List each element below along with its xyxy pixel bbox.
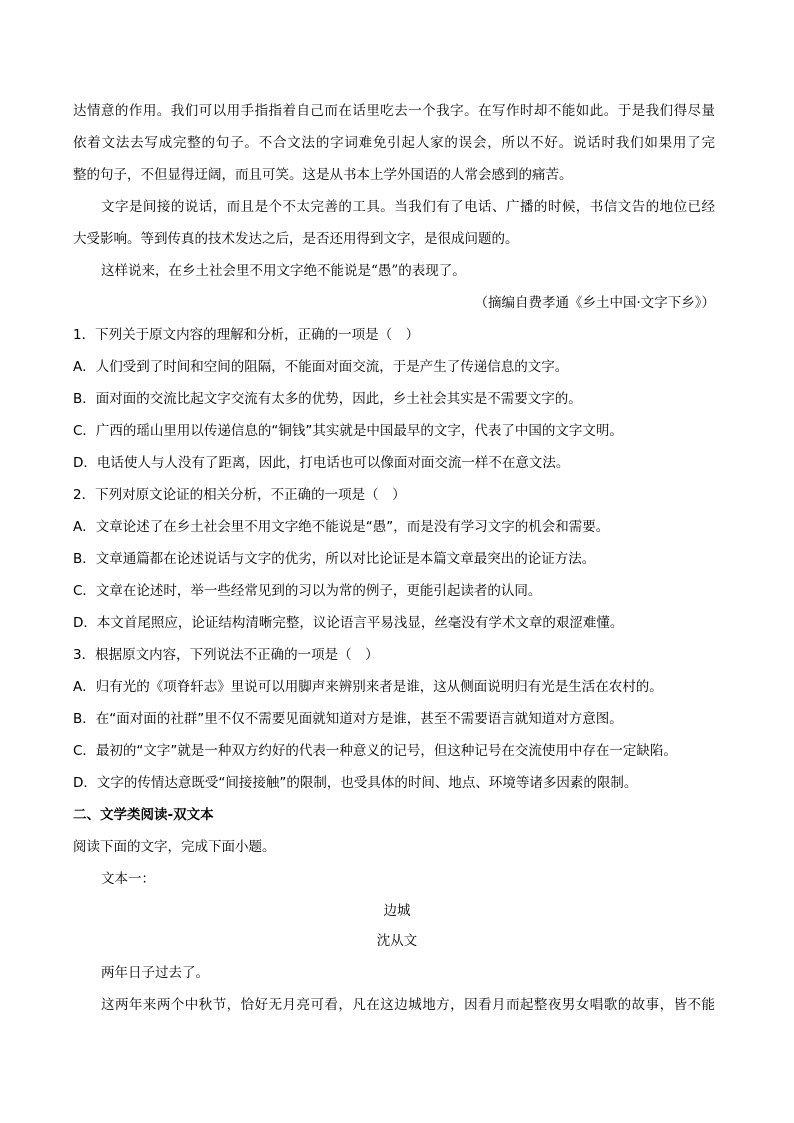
- section-instruction: 阅读下面的文字，完成下面小题。: [73, 839, 276, 855]
- question-stem: 3．根据原文内容，下列说法不正确的一项是（ ）: [73, 647, 379, 663]
- passage-line: 达情意的作用。我们可以用手指指着自己而在话里吃去一个我字。在写作时却不能如此。于是我们得尽量: [73, 103, 715, 119]
- passage-line: 依着文法去写成完整的句子。不合文法的字词难免引起人家的误会，所以不好。说话时我们如果用了完: [73, 135, 715, 151]
- question-option: C．最初的“文字”就是一种双方约好的代表一种意义的记号，但这种记号在交流使用中存在一定缺陷。: [73, 743, 677, 759]
- question-option: B．在“面对面的社群”里不仅不需要见面就知道对方是谁，甚至不需要语言就知道对方意图。: [73, 711, 623, 727]
- question-option: D．本文首尾照应，论证结构清晰完整，议论语言平易浅显，丝毫没有学术文章的艰涩难懂。: [73, 615, 624, 631]
- passage-line: 整的句子，不但显得迂阔，而且可笑。这是从书本上学外国语的人常会感到的痛苦。: [73, 167, 573, 183]
- story-title: 边城: [383, 903, 411, 919]
- story-line: 这两年来两个中秋节，恰好无月亮可看，凡在这边城地方，因看月而起整夜男女唱歌的故事，皆不能: [101, 997, 715, 1013]
- question-option: C．广西的瑶山里用以传递信息的“铜钱”其实就是中国最早的文字，代表了中国的文字文明。: [73, 423, 623, 439]
- passage-line: 这样说来，在乡土社会里不用文字绝不能说是“愚”的表现了。: [101, 263, 466, 279]
- question-stem: 1．下列关于原文内容的理解和分析，正确的一项是（ ）: [73, 327, 420, 343]
- question-stem: 2．下列对原文论证的相关分析，不正确的一项是（ ）: [73, 487, 406, 503]
- question-option: D．电话使人与人没有了距离，因此，打电话也可以像面对面交流一样不在意文法。: [73, 455, 570, 471]
- question-option: C．文章在论述时，举一些经常见到的习以为常的例子，更能引起读者的认同。: [73, 583, 542, 599]
- question-option: B．面对面的交流比起文字交流有太多的优势，因此，乡土社会其实是不需要文字的。: [73, 391, 582, 407]
- question-option: A．归有光的《项脊轩志》里说可以用脚声来辨别来者是谁，这从侧面说明归有光是生活在农村的。: [73, 679, 663, 695]
- question-option: A．人们受到了时间和空间的阻隔，不能面对面交流，于是产生了传递信息的文字。: [73, 359, 569, 375]
- question-option: A．文章论述了在乡土社会里不用文字绝不能说是“愚”，而是没有学习文字的机会和需要。: [73, 519, 610, 535]
- text-label: 文本一：: [101, 871, 155, 887]
- question-option: B．文章通篇都在论述说话与文字的优劣，所以对比论证是本篇文章最突出的论证方法。: [73, 551, 596, 567]
- question-option: D．文字的传情达意既受“间接接触”的限制，也受具体的时间、地点、环境等诸多因素的限制。: [73, 775, 638, 791]
- passage-source: （摘编自费孝通《乡土中国·文字下乡》）: [474, 295, 715, 311]
- story-author: 沈从文: [376, 933, 418, 949]
- section-heading: 二、文学类阅读-双文本: [73, 807, 214, 823]
- story-line: 两年日子过去了。: [101, 965, 209, 981]
- passage-line: 文字是间接的说话，而且是个不太完善的工具。当我们有了电话、广播的时候，书信文告的地位已经: [101, 199, 715, 215]
- passage-line: 大受影响。等到传真的技术发达之后，是否还用得到文字，是很成问题的。: [73, 231, 519, 247]
